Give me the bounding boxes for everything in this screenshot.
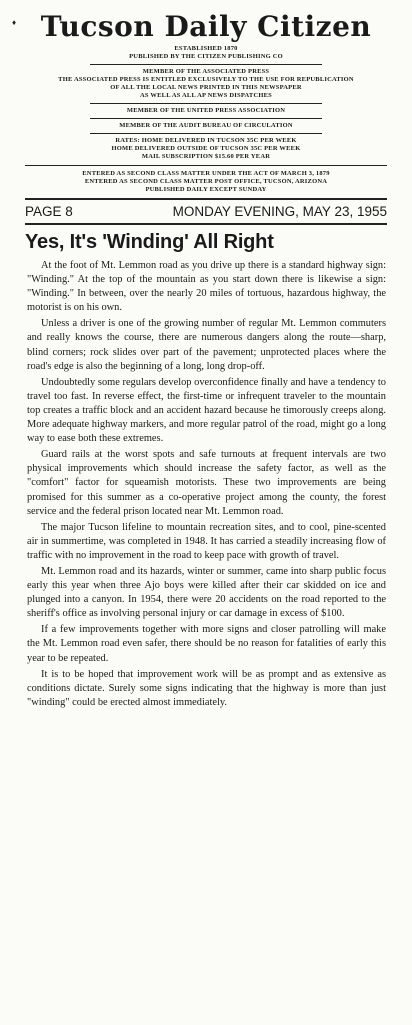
masthead-divider xyxy=(90,133,322,134)
article-paragraph: Guard rails at the worst spots and safe turnouts at frequent intervals are two physical improvements which should increase the safety factor, as well as the "comfort" factor for squeamish motorists. These two improvements are being promised for this summer as a co-operative project among the county, the forest service and the federal prison located near Mt. Lemmon road. xyxy=(27,449,386,517)
masthead-divider xyxy=(90,103,322,104)
rates-line: HOME DELIVERED OUTSIDE OF TUCSON 35C PER WEEK xyxy=(111,145,301,152)
masthead-divider xyxy=(90,64,322,65)
masthead xyxy=(0,0,412,200)
ap-note-line: OF ALL THE LOCAL NEWS PRINTED IN THIS NEWSPAPER xyxy=(110,84,302,91)
abc-member-line: MEMBER OF THE AUDIT BUREAU OF CIRCULATION xyxy=(119,122,293,129)
publisher-line: PUBLISHED BY THE CITIZEN PUBLISHING CO xyxy=(129,53,283,60)
page-number: PAGE 8 xyxy=(25,204,73,219)
article-paragraph: Mt. Lemmon road and its hazards, winter or summer, came into sharp public focus early this year when three Ajo boys were killed after their car skidded on ice and plunged into a canyon. In 1954, there were 20 accidents on the road reported to the sheriff's office as involving personal injury or car damage in excess of $100. xyxy=(27,565,386,620)
ap-note-line: AS WELL AS ALL AP NEWS DISPATCHES xyxy=(140,92,272,99)
issue-date: MONDAY EVENING, MAY 23, 1955 xyxy=(172,204,387,219)
rates-line: RATES: HOME DELIVERED IN TUCSON 35C PER WEEK xyxy=(115,137,297,144)
dateline-rule xyxy=(25,223,387,225)
ap-notice xyxy=(0,68,412,100)
entry-line: ENTERED AS SECOND CLASS MATTER POST OFFICE, TUCSON, ARIZONA xyxy=(84,178,328,185)
dateline xyxy=(25,204,387,219)
up-member-line: MEMBER OF THE UNITED PRESS ASSOCIATION xyxy=(126,107,286,114)
ap-member-line: MEMBER OF THE ASSOCIATED PRESS xyxy=(142,68,270,75)
rates-notice xyxy=(0,137,412,161)
entry-notice xyxy=(0,170,412,194)
article-body xyxy=(27,259,386,710)
article-paragraph: Undoubtedly some regulars develop overconfidence finally and have a tendency to travel too fast. In reverse effect, the first-time or infrequent traveler to the mountain top creates a traffic block and an accident hazard because he timorously creeps along. More adequate highway markers, and more regular patrol of the road, might go a long way to ease both these extremes. xyxy=(27,376,386,445)
masthead-divider xyxy=(90,118,322,119)
article-paragraph: It is to be hoped that improvement work will be as prompt and as extensive as conditions dictate. Surely some signs indicating that the highway is more than just "winding" could be erected almost immediately. xyxy=(27,668,386,708)
corner-mark: ♦ xyxy=(12,18,17,27)
entry-line: ENTERED AS SECOND CLASS MATTER UNDER THE ACT OF MARCH 3, 1879 xyxy=(82,170,330,177)
article-paragraph: The major Tucson lifeline to mountain recreation sites, and to cool, pine-scented air in summertime, was completed in 1948. It has carried a steadily increasing flow of traffic with no improvement in the road to keep pace with growth of travel. xyxy=(27,521,386,561)
established-line: ESTABLISHED 1870 xyxy=(174,45,238,52)
newspaper-title: Tucson Daily Citizen xyxy=(40,10,372,43)
masthead-bottom-rule xyxy=(25,198,387,200)
masthead-divider xyxy=(25,165,387,166)
article-paragraph: If a few improvements together with more signs and closer patrolling will make the Mt. Lemmon road even safer, there should be no reason for fatalities of early this year to be repeated. xyxy=(27,624,386,664)
rates-line: MAIL SUBSCRIPTION $15.60 PER YEAR xyxy=(141,153,271,160)
entry-line: PUBLISHED DAILY EXCEPT SUNDAY xyxy=(145,186,267,193)
article-paragraph: Unless a driver is one of the growing number of regular Mt. Lemmon commuters and really knows the course, there are numerous dangers along the route—sharp, blind corners; rock slides over part of the pavement; unprotected places where the road's edge is also the beginning of a long, long drop-off. xyxy=(27,318,386,372)
article-headline: Yes, It's 'Winding' All Right xyxy=(25,231,274,253)
article-paragraph: At the foot of Mt. Lemmon road as you drive up there is a standard highway sign: "Winding." At the top of the mountain as you start down there is likewise a sign: "Winding." In between, over the nearly 20 miles of tortuous, hazardous highway, the motorist is on his own. xyxy=(27,260,386,314)
ap-note-line: THE ASSOCIATED PRESS IS ENTITLED EXCLUSIVELY TO THE USE FOR REPUBLICATION xyxy=(58,76,354,83)
